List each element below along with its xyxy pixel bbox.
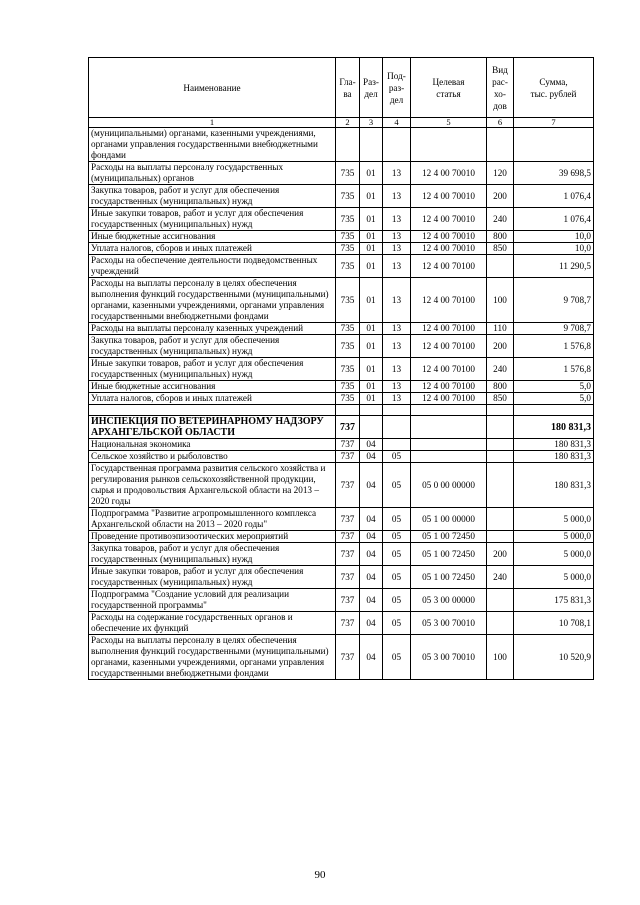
row-chapter: 737	[336, 416, 360, 439]
row-target-article: 12 4 00 70100	[411, 381, 487, 393]
header-expense-kind: Вид рас- хо- дов	[487, 58, 514, 118]
row-target-article: 12 4 00 70010	[411, 231, 487, 243]
row-target-article	[411, 405, 487, 416]
table-row	[89, 243, 594, 255]
row-name: Иные закупки товаров, работ и услуг для обеспечения государственных (муниципальных) нужд	[89, 358, 336, 381]
row-expense-kind	[487, 128, 514, 162]
row-expense-kind: 800	[487, 231, 514, 243]
row-expense-kind: 240	[487, 358, 514, 381]
row-section: 01	[360, 162, 383, 185]
row-target-article: 12 4 00 70100	[411, 323, 487, 335]
row-section: 04	[360, 566, 383, 589]
table-row	[89, 393, 594, 405]
row-expense-kind	[487, 508, 514, 531]
row-section: 01	[360, 208, 383, 231]
table-row	[89, 451, 594, 463]
page-number: 90	[314, 869, 326, 881]
table-row	[89, 566, 594, 589]
row-name: Подпрограмма "Создание условий для реализации государственной программы"	[89, 589, 336, 612]
column-number: 7	[514, 118, 594, 128]
row-target-article: 12 4 00 70100	[411, 393, 487, 405]
row-section: 01	[360, 381, 383, 393]
row-subsection: 05	[383, 566, 411, 589]
column-number: 6	[487, 118, 514, 128]
row-name: Расходы на выплаты персоналу в целях обеспечения выполнения функций государственными (муниципальными) органами, казенными учреждениями, органами управления государственными внебюджетными фондами	[89, 635, 336, 680]
table-row	[89, 531, 594, 543]
header-subsection: Под- раз- дел	[383, 58, 411, 118]
row-chapter: 735	[336, 381, 360, 393]
row-sum: 9 708,7	[514, 323, 594, 335]
row-chapter: 737	[336, 543, 360, 566]
row-subsection: 05	[383, 612, 411, 635]
row-chapter: 737	[336, 451, 360, 463]
row-name: (муниципальными) органами, казенными учреждениями, органами управления государственными внебюджетными фондами	[89, 128, 336, 162]
row-sum	[514, 128, 594, 162]
table-row	[89, 208, 594, 231]
row-sum: 5 000,0	[514, 531, 594, 543]
table-row	[89, 381, 594, 393]
row-name: Закупка товаров, работ и услуг для обеспечения государственных (муниципальных) нужд	[89, 335, 336, 358]
row-subsection: 13	[383, 255, 411, 278]
row-name: ИНСПЕКЦИЯ ПО ВЕТЕРИНАРНОМУ НАДЗОРУ АРХАНГЕЛЬСКОЙ ОБЛАСТИ	[89, 416, 336, 439]
column-number-row	[89, 118, 594, 128]
row-sum: 5 000,0	[514, 508, 594, 531]
row-target-article: 05 1 00 72450	[411, 543, 487, 566]
row-name: Закупка товаров, работ и услуг для обеспечения государственных (муниципальных) нужд	[89, 543, 336, 566]
row-sum: 175 831,3	[514, 589, 594, 612]
row-name: Закупка товаров, работ и услуг для обеспечения государственных (муниципальных) нужд	[89, 185, 336, 208]
row-subsection: 05	[383, 635, 411, 680]
row-chapter	[336, 405, 360, 416]
row-target-article: 05 1 00 00000	[411, 508, 487, 531]
row-name	[89, 405, 336, 416]
table-row	[89, 439, 594, 451]
budget-table	[88, 57, 594, 680]
row-expense-kind	[487, 451, 514, 463]
row-expense-kind: 850	[487, 393, 514, 405]
row-expense-kind: 120	[487, 162, 514, 185]
table-row	[89, 463, 594, 508]
row-section: 04	[360, 543, 383, 566]
row-expense-kind: 200	[487, 543, 514, 566]
row-subsection	[383, 405, 411, 416]
table-row	[89, 185, 594, 208]
row-section: 01	[360, 393, 383, 405]
row-chapter: 737	[336, 612, 360, 635]
row-chapter: 735	[336, 208, 360, 231]
row-section: 04	[360, 589, 383, 612]
row-section: 04	[360, 508, 383, 531]
row-section: 01	[360, 255, 383, 278]
row-sum: 39 698,5	[514, 162, 594, 185]
row-sum: 180 831,3	[514, 463, 594, 508]
row-sum: 5 000,0	[514, 566, 594, 589]
row-section: 01	[360, 231, 383, 243]
header-name: Наименование	[89, 58, 336, 118]
row-subsection	[383, 416, 411, 439]
row-name: Расходы на выплаты персоналу казенных учреждений	[89, 323, 336, 335]
row-name: Расходы на выплаты персоналу государственных (муниципальных) органов	[89, 162, 336, 185]
row-target-article: 12 4 00 70100	[411, 278, 487, 323]
header-chapter: Гла- ва	[336, 58, 360, 118]
row-subsection	[383, 439, 411, 451]
row-target-article: 05 3 00 70010	[411, 635, 487, 680]
row-section: 01	[360, 323, 383, 335]
row-expense-kind	[487, 531, 514, 543]
row-sum: 9 708,7	[514, 278, 594, 323]
row-expense-kind: 850	[487, 243, 514, 255]
header-section: Раз- дел	[360, 58, 383, 118]
row-target-article: 05 3 00 70010	[411, 612, 487, 635]
row-chapter: 735	[336, 358, 360, 381]
row-sum: 1 576,8	[514, 358, 594, 381]
row-target-article: 12 4 00 70010	[411, 162, 487, 185]
row-target-article	[411, 128, 487, 162]
row-section	[360, 405, 383, 416]
row-name: Иные бюджетные ассигнования	[89, 231, 336, 243]
row-subsection: 13	[383, 208, 411, 231]
row-target-article	[411, 416, 487, 439]
row-sum: 1 576,8	[514, 335, 594, 358]
row-name: Уплата налогов, сборов и иных платежей	[89, 243, 336, 255]
row-section: 01	[360, 335, 383, 358]
row-chapter	[336, 128, 360, 162]
row-sum: 10 520,9	[514, 635, 594, 680]
row-sum: 5 000,0	[514, 543, 594, 566]
row-expense-kind: 200	[487, 185, 514, 208]
table-row	[89, 255, 594, 278]
row-target-article: 12 4 00 70100	[411, 255, 487, 278]
row-expense-kind: 240	[487, 208, 514, 231]
table-row	[89, 508, 594, 531]
row-subsection: 13	[383, 323, 411, 335]
row-subsection: 13	[383, 243, 411, 255]
table-row	[89, 589, 594, 612]
row-expense-kind: 800	[487, 381, 514, 393]
row-subsection: 05	[383, 531, 411, 543]
row-chapter: 737	[336, 531, 360, 543]
column-number: 2	[336, 118, 360, 128]
row-name: Национальная экономика	[89, 439, 336, 451]
row-sum	[514, 405, 594, 416]
row-subsection: 05	[383, 543, 411, 566]
row-target-article: 12 4 00 70010	[411, 185, 487, 208]
row-name: Иные закупки товаров, работ и услуг для обеспечения государственных (муниципальных) нужд	[89, 208, 336, 231]
row-name: Иные бюджетные ассигнования	[89, 381, 336, 393]
row-target-article: 12 4 00 70100	[411, 358, 487, 381]
row-target-article	[411, 451, 487, 463]
row-subsection: 13	[383, 335, 411, 358]
row-subsection: 05	[383, 451, 411, 463]
header-sum: Сумма, тыс. рублей	[514, 58, 594, 118]
row-subsection	[383, 128, 411, 162]
row-target-article	[411, 439, 487, 451]
row-expense-kind: 240	[487, 566, 514, 589]
row-chapter: 735	[336, 231, 360, 243]
row-name: Уплата налогов, сборов и иных платежей	[89, 393, 336, 405]
table-row	[89, 543, 594, 566]
column-number: 3	[360, 118, 383, 128]
row-sum: 1 076,4	[514, 208, 594, 231]
row-section	[360, 128, 383, 162]
row-target-article: 05 0 00 00000	[411, 463, 487, 508]
table-row	[89, 323, 594, 335]
row-chapter: 735	[336, 243, 360, 255]
row-chapter: 737	[336, 508, 360, 531]
table-row	[89, 405, 594, 416]
row-chapter: 735	[336, 255, 360, 278]
row-expense-kind: 110	[487, 323, 514, 335]
row-target-article: 12 4 00 70010	[411, 243, 487, 255]
row-section: 01	[360, 243, 383, 255]
table-row	[89, 128, 594, 162]
row-chapter: 737	[336, 439, 360, 451]
table-row	[89, 416, 594, 439]
row-chapter: 737	[336, 463, 360, 508]
table-row	[89, 162, 594, 185]
row-name: Расходы на содержание государственных органов и обеспечение их функций	[89, 612, 336, 635]
row-section: 04	[360, 451, 383, 463]
row-target-article: 12 4 00 70010	[411, 208, 487, 231]
row-subsection: 13	[383, 381, 411, 393]
row-name: Государственная программа развития сельского хозяйства и регулирования рынков сельскохозяйственной продукции, сырья и продовольствия Архангельской области на 2013 – 2020 годы	[89, 463, 336, 508]
row-sum: 10 708,1	[514, 612, 594, 635]
row-sum: 180 831,3	[514, 439, 594, 451]
row-subsection: 13	[383, 278, 411, 323]
row-name: Сельское хозяйство и рыболовство	[89, 451, 336, 463]
row-target-article: 05 1 00 72450	[411, 531, 487, 543]
row-subsection: 13	[383, 358, 411, 381]
row-section: 04	[360, 531, 383, 543]
row-section: 04	[360, 463, 383, 508]
row-name: Подпрограмма "Развитие агропромышленного комплекса Архангельской области на 2013 – 2020 годы"	[89, 508, 336, 531]
header-target-article: Целевая статья	[411, 58, 487, 118]
table-row	[89, 335, 594, 358]
row-expense-kind	[487, 405, 514, 416]
table-body	[89, 118, 594, 680]
row-chapter: 735	[336, 185, 360, 208]
row-name: Расходы на обеспечение деятельности подведомственных учреждений	[89, 255, 336, 278]
column-number: 4	[383, 118, 411, 128]
row-subsection: 13	[383, 231, 411, 243]
row-chapter: 735	[336, 335, 360, 358]
row-sum: 11 290,5	[514, 255, 594, 278]
row-expense-kind	[487, 612, 514, 635]
row-sum: 1 076,4	[514, 185, 594, 208]
row-subsection: 05	[383, 589, 411, 612]
row-expense-kind	[487, 416, 514, 439]
row-subsection: 13	[383, 162, 411, 185]
row-target-article: 12 4 00 70100	[411, 335, 487, 358]
table-row	[89, 231, 594, 243]
row-target-article: 05 3 00 00000	[411, 589, 487, 612]
table-row	[89, 612, 594, 635]
row-section: 04	[360, 635, 383, 680]
header-row	[89, 58, 594, 118]
row-chapter: 737	[336, 589, 360, 612]
row-sum: 180 831,3	[514, 451, 594, 463]
row-name: Проведение противоэпизоотических мероприятий	[89, 531, 336, 543]
row-subsection: 13	[383, 185, 411, 208]
row-target-article: 05 1 00 72450	[411, 566, 487, 589]
row-expense-kind	[487, 463, 514, 508]
row-sum: 5,0	[514, 393, 594, 405]
row-section	[360, 416, 383, 439]
row-chapter: 737	[336, 635, 360, 680]
row-expense-kind: 100	[487, 278, 514, 323]
row-sum: 10,0	[514, 243, 594, 255]
row-section: 01	[360, 185, 383, 208]
row-chapter: 735	[336, 393, 360, 405]
row-name: Расходы на выплаты персоналу в целях обеспечения выполнения функций государственными (муниципальными) органами, казенными учреждениями, органами управления государственными внебюджетными фондами	[89, 278, 336, 323]
column-number: 5	[411, 118, 487, 128]
row-chapter: 735	[336, 278, 360, 323]
row-subsection: 13	[383, 393, 411, 405]
column-number: 1	[89, 118, 336, 128]
row-sum: 180 831,3	[514, 416, 594, 439]
row-section: 04	[360, 612, 383, 635]
table-row	[89, 635, 594, 680]
row-expense-kind: 100	[487, 635, 514, 680]
row-expense-kind: 200	[487, 335, 514, 358]
table-row	[89, 278, 594, 323]
row-sum: 10,0	[514, 231, 594, 243]
row-chapter: 735	[336, 323, 360, 335]
row-section: 04	[360, 439, 383, 451]
row-sum: 5,0	[514, 381, 594, 393]
row-subsection: 05	[383, 508, 411, 531]
row-section: 01	[360, 358, 383, 381]
row-expense-kind	[487, 255, 514, 278]
row-section: 01	[360, 278, 383, 323]
row-subsection: 05	[383, 463, 411, 508]
row-expense-kind	[487, 439, 514, 451]
row-chapter: 737	[336, 566, 360, 589]
row-expense-kind	[487, 589, 514, 612]
row-chapter: 735	[336, 162, 360, 185]
row-name: Иные закупки товаров, работ и услуг для обеспечения государственных (муниципальных) нужд	[89, 566, 336, 589]
table-row	[89, 358, 594, 381]
